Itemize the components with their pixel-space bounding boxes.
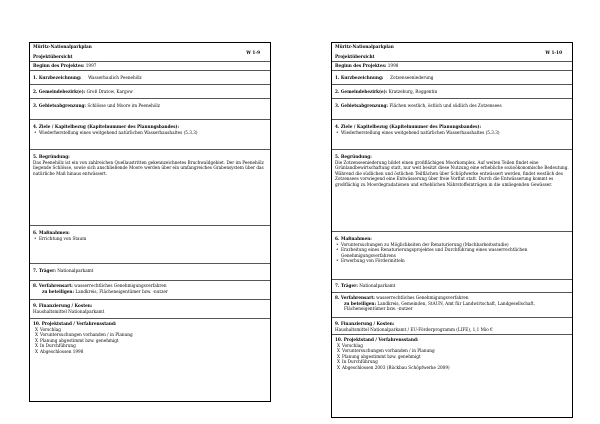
row-gebiet (30, 98, 270, 119)
row-gemeinde (30, 84, 270, 98)
list-item: X In Durchführung (35, 343, 76, 349)
beteiligung-value: Landkreis, Gemeinden, StAUN, Amt für Landwirtschaft, Landgesellschaft, Flächeneigentümer bzw. -nutzer (344, 300, 535, 312)
checkbox-mark: X (337, 348, 340, 354)
ziele-label: 4. Ziele / Kapitelbezug (Kapitelnummer des Planungsbandes): (33, 124, 180, 129)
beteiligung-value: Landkreis, Flächeneigentümer bzw. -nutzer (75, 288, 168, 294)
beteiligung-label: zu beteiligen: (344, 300, 377, 306)
project-sheet-right (331, 42, 573, 418)
row-projektstand (30, 318, 270, 356)
verfahren-label: 8. Verfahrensart: (335, 295, 375, 300)
row-gebiet (332, 98, 572, 119)
projektstand-label: 10. Projektstand / Verfahrensstand: (335, 337, 419, 342)
row-traeger (30, 263, 270, 280)
checkbox-mark: X (337, 353, 340, 359)
checkbox-mark: X (35, 348, 38, 354)
finanzierung-value: Haushaltsmittel Nationalparkamt (33, 308, 105, 314)
row-verfahren (30, 280, 270, 299)
list-item: X Abgeschlossen 2003 (Rückbau Schöpfwerke 2009) (337, 364, 450, 370)
list-item: • Voruntersuchungen zu Möglichkeiten der Renaturierung (Machbarkeitsstudie) (341, 242, 569, 248)
projektstand-list (33, 327, 267, 355)
kurz-value: Zotzenseeniederung (390, 75, 434, 80)
gemeinde-value: Kratzeburg, Roggentin (388, 89, 438, 94)
sheet-subtitle: Projektübersicht (33, 54, 73, 59)
begruendung-text: Die Zotzenseeniederung bildet einen großflächigen Moorkomplex. Auf weiten Teilen findet eine Grünlandbewirtschaftung statt, nur weit besitzt diese Nutzung eine erhebliche sozioökonomische Bedeutung. Während die südlichen und östlichen Teilflächen über Schöpfwerke entwässert werden, findet westlich des Zotzensees vorwiegend eine Entwässerung über freie Vorflut statt. Durch die Entwässerung kommt es großflächig zu Moordegradationen und erheblichen Nährstoffeinträgen in die umliegenden Gewässer. (335, 159, 569, 187)
row-ziele (30, 119, 270, 149)
massnahmen-list (335, 242, 569, 264)
list-item: X Planung abgestimmt bzw. genehmigt (35, 337, 119, 343)
kurz-value: Wasserbaulich Peenehölz (88, 75, 142, 80)
list-item: X Abgeschlossen 1998 (35, 348, 84, 354)
gemeinde-label: 2. Gemeindebezirk(e): (335, 89, 388, 94)
sheet-subtitle: Projektübersicht (335, 54, 375, 59)
list-item: X In Durchführung (337, 359, 378, 365)
finanzierung-label: 9. Finanzierung / Kosten: (335, 321, 395, 326)
checkbox-mark: X (337, 359, 340, 365)
traeger-label: 7. Träger: (335, 283, 358, 288)
project-code: W 1-10 (545, 50, 562, 55)
list-item: • Wiederherstellung eines weitgehend natürlichen Wasserhaushaltes (5.3.3) (341, 130, 569, 136)
row-gemeinde (332, 84, 572, 98)
massnahmen-label: 6. Maßnahmen: (33, 230, 70, 235)
finanzierung-value: Haushaltsmittel Nationalparkamt / EU-Förderprogramm (LIFE), 1,1 Mio € (335, 326, 493, 332)
row-begruendung (30, 149, 270, 225)
gebiet-label: 3. Gebietsabgrenzung: (33, 103, 86, 108)
finanzierung-label: 9. Finanzierung / Kosten: (33, 303, 93, 308)
gebiet-value: Schlösse und Moore im Peenehölz (87, 103, 160, 108)
list-item: • Erwerbung von Förderinitteln (341, 258, 569, 264)
checkbox-mark: X (337, 364, 340, 370)
project-code: W 1-9 (246, 50, 260, 55)
beginn-label: Beginn des Projektes: (33, 63, 85, 68)
beginn-value: 1998 (387, 63, 399, 68)
checkbox-mark: X (35, 332, 38, 338)
row-massnahmen (30, 225, 270, 263)
kurz-label: 1. Kurzbezeichnung: (335, 75, 384, 80)
row-beginn (332, 61, 572, 70)
beginn-value: 1997 (85, 63, 97, 68)
begruendung-text: Das Peenehölz ist ein von zahlreichen Quellaustritten gekennzeichnetes Bruchwaldgebiet. Der im Peenehölz liegende Schlösse, sowie sich anschließende Moore werden über ein umfangreiches Grabensystem über das natürliche Maß hinaus entwässert. (33, 159, 264, 176)
row-traeger (332, 279, 572, 292)
list-item: • Wiederherstellung eines weitgehend natürlichen Wasserhaushaltes (5.3.3) (39, 130, 267, 136)
massnahmen-list (33, 236, 267, 242)
gebiet-value: Flächen westlich, östlich und südlich des Zotzensees (389, 103, 502, 108)
massnahmen-label: 6. Maßnahmen: (335, 236, 372, 241)
projektstand-list (335, 343, 569, 371)
verfahren-value: wasserrechtliches Genehmigungsverfahren (74, 283, 167, 288)
sheet-header (30, 43, 270, 61)
sheet-title: Müritz-Nationalparkplan (33, 44, 92, 49)
project-sheet-left (29, 42, 271, 402)
begruendung-label: 5. Begründung: (335, 154, 372, 159)
row-finanzierung (332, 317, 572, 334)
list-item: X Planung abgestimmt bzw. genehmigt (337, 353, 421, 359)
checkbox-mark: X (337, 342, 340, 348)
ziele-list (335, 130, 569, 136)
traeger-value: Nationalparkamt (359, 283, 396, 288)
verfahren-label: 8. Verfahrensart: (33, 283, 73, 288)
list-item: X Voruntersuchungen vorhanden / in Planung (337, 348, 435, 354)
row-kurz (30, 70, 270, 84)
gebiet-label: 3. Gebietsabgrenzung: (335, 103, 388, 108)
row-finanzierung (30, 299, 270, 318)
row-kurz (332, 70, 572, 84)
list-item: X Vorschlag (337, 342, 363, 348)
gemeinde-value: Groß Dratow, Kargow (86, 89, 133, 94)
row-massnahmen (332, 231, 572, 279)
kurz-label: 1. Kurzbezeichnung: (33, 75, 82, 80)
list-item: X Vorschlag (35, 326, 61, 332)
traeger-value: Nationalparkamt (57, 268, 94, 273)
row-projektstand (332, 334, 572, 372)
gemeinde-label: 2. Gemeindebezirk(e): (33, 89, 86, 94)
traeger-label: 7. Träger: (33, 268, 56, 273)
checkbox-mark: X (35, 343, 38, 349)
projektstand-label: 10. Projektstand / Verfahrensstand: (33, 321, 117, 326)
sheet-title: Müritz-Nationalparkplan (335, 44, 394, 49)
row-beginn (30, 61, 270, 70)
checkbox-mark: X (35, 326, 38, 332)
verfahren-value: wasserrechtliches Genehmigungsverfahren (376, 295, 469, 300)
beginn-label: Beginn des Projektes: (335, 63, 387, 68)
beteiligung-label: zu beteiligen: (42, 288, 75, 294)
list-item: X Voruntersuchungen vorhanden / in Planung (35, 332, 133, 338)
list-item: • Erarbeitung eines Renaturierungsprojektes und Durchführung eines wasserrechtlichen Genehmigungsverfahrens (341, 247, 569, 258)
ziele-list (33, 130, 267, 136)
row-verfahren (332, 292, 572, 317)
begruendung-label: 5. Begründung: (33, 154, 70, 159)
row-ziele (332, 119, 572, 149)
ziele-label: 4. Ziele / Kapitelbezug (Kapitelnummer des Planungsbandes): (335, 124, 482, 129)
list-item: • Errichtung von Staum (39, 236, 267, 242)
checkbox-mark: X (35, 337, 38, 343)
row-begruendung (332, 149, 572, 231)
sheet-header (332, 43, 572, 61)
